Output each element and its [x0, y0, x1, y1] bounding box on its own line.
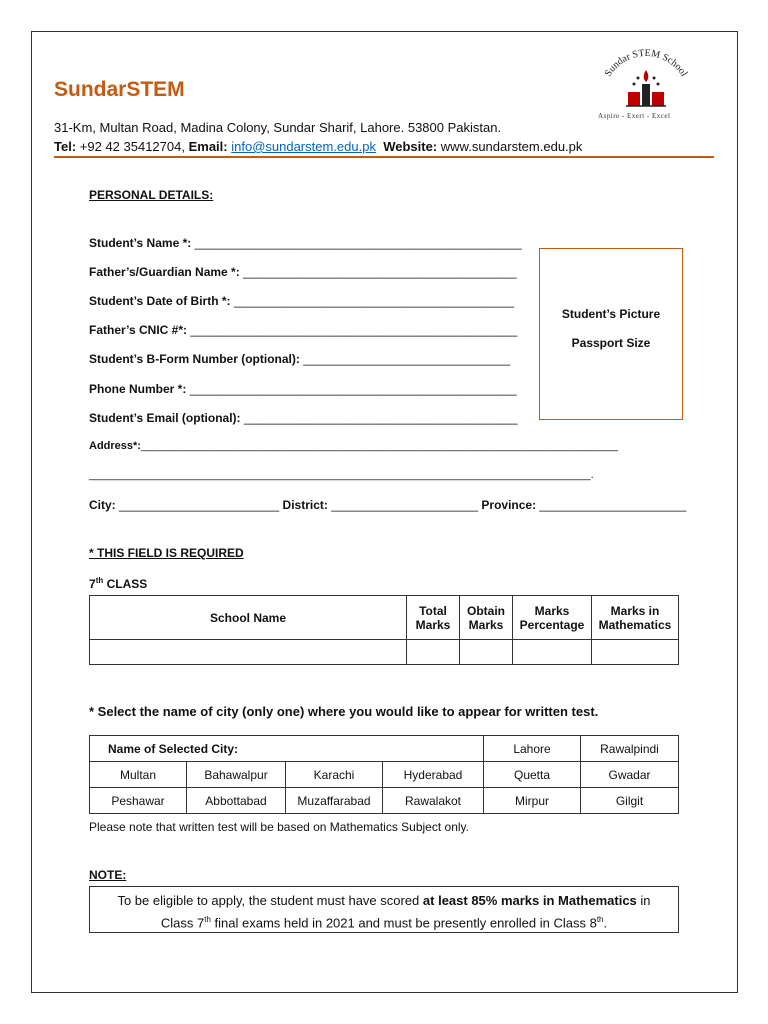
city-option[interactable]: Rawalakot [383, 788, 484, 814]
city-option[interactable]: Gwadar [581, 762, 679, 788]
photo-box-title: Student’s Picture [561, 307, 661, 321]
website-label: Website: [383, 139, 438, 154]
class-label: CLASS [106, 577, 148, 591]
field-line: _________________________________________ [243, 411, 518, 425]
note-text: . [603, 915, 608, 931]
required-note: * THIS FIELD IS REQUIRED [89, 546, 244, 560]
class7-heading [89, 576, 147, 591]
province-line: ______________________ [539, 498, 687, 512]
note-text: Class 7 [160, 915, 205, 931]
col-marks-math: Marks in Mathematics [592, 596, 679, 640]
address-field[interactable] [89, 440, 618, 452]
field-line: __________________________________________________________________________________. [89, 469, 594, 481]
school-address: 31-Km, Multan Road, Madina Colony, Sundar Sharif, Lahore. 53800 Pakistan. [54, 120, 502, 135]
email-field[interactable] [89, 411, 518, 425]
city-line: ________________________ [119, 498, 280, 512]
cnic-field[interactable] [89, 323, 517, 337]
city-option[interactable]: Peshawar [90, 788, 187, 814]
field-line: _______________________________ [303, 352, 511, 366]
field-label: Father’s CNIC #*: [89, 323, 188, 337]
note-text: in [636, 893, 651, 908]
dob-field[interactable] [89, 294, 514, 308]
field-label: Phone Number *: [89, 382, 187, 396]
passport-photo-box[interactable] [539, 248, 683, 420]
class7-marks-table [89, 595, 679, 665]
page-frame [31, 31, 738, 993]
cell-obtain-marks[interactable] [460, 640, 513, 665]
note-text: To be eligible to apply, the student must have scored [117, 893, 423, 908]
field-label: Student’s Date of Birth *: [89, 294, 231, 308]
eligibility-note [89, 886, 679, 933]
city-option[interactable]: Hyderabad [383, 762, 484, 788]
selected-city-label: Name of Selected City: [90, 736, 484, 762]
field-line: _________________________________________________ [194, 236, 522, 250]
class-sup: th [95, 576, 104, 585]
city-option[interactable]: Muzaffarabad [286, 788, 383, 814]
class-number: 7 [89, 577, 96, 591]
field-label: Student’s Email (optional): [89, 411, 241, 425]
test-footnote: Please note that written test will be based on Mathematics Subject only. [89, 820, 469, 834]
field-line: _________________________________________________ [190, 323, 518, 337]
note-heading: NOTE: [89, 868, 127, 882]
city-option[interactable]: Gilgit [581, 788, 679, 814]
field-label: Father’s/Guardian Name *: [89, 265, 240, 279]
city-option[interactable]: Mirpur [484, 788, 581, 814]
city-option[interactable]: Karachi [286, 762, 383, 788]
email-link[interactable]: info@sundarstem.edu.pk [231, 139, 376, 154]
contact-line [54, 139, 582, 154]
city-select-table [89, 735, 679, 814]
city-option[interactable]: Bahawalpur [187, 762, 286, 788]
cell-school-name[interactable] [90, 640, 407, 665]
field-label: Student’s B-Form Number (optional): [89, 352, 300, 366]
field-line: ______________________________________________________________________________ [140, 440, 619, 452]
note-bold: at least 85% marks in Mathematics [422, 893, 637, 908]
svg-text:Sundar STEM School: Sundar STEM School [602, 47, 690, 79]
phone-field[interactable] [89, 382, 517, 396]
photo-box-subtitle: Passport Size [571, 336, 651, 350]
district-line: ______________________ [331, 498, 479, 512]
father-name-field[interactable] [89, 265, 517, 279]
city-select-prompt: * Select the name of city (only one) where you would like to appear for written test. [89, 704, 599, 719]
city-label: City: [89, 498, 116, 512]
col-total-marks: Total Marks [407, 596, 460, 640]
col-obtain-marks: Obtain Marks [460, 596, 513, 640]
tel-value: +92 42 35412704, [79, 139, 185, 154]
note-text: final exams held in 2021 and must be presently enrolled in Class 8 [210, 915, 597, 931]
field-line: _________________________________________ [243, 265, 517, 279]
header-divider [54, 156, 714, 158]
cell-marks-math[interactable] [592, 640, 679, 665]
city-option[interactable]: Rawalpindi [581, 736, 679, 762]
tel-label: Tel: [54, 139, 77, 154]
city-option[interactable]: Abbottabad [187, 788, 286, 814]
bform-field[interactable] [89, 352, 510, 366]
col-marks-percentage: Marks Percentage [513, 596, 592, 640]
field-line: __________________________________________ [233, 294, 515, 308]
logo-motto: Aspire - Exert - Excel [598, 112, 671, 120]
col-school-name: School Name [90, 596, 407, 640]
website-value: www.sundarstem.edu.pk [440, 139, 583, 154]
city-option[interactable]: Multan [90, 762, 187, 788]
city-option[interactable]: Quetta [484, 762, 581, 788]
field-label: Student’s Name *: [89, 236, 192, 250]
email-label: Email: [188, 139, 228, 154]
city-district-province-row[interactable] [89, 498, 686, 512]
student-name-field[interactable] [89, 236, 522, 250]
cell-total-marks[interactable] [407, 640, 460, 665]
personal-details-heading: PERSONAL DETAILS: [89, 188, 214, 202]
district-label: District: [282, 498, 328, 512]
cell-marks-percentage[interactable] [513, 640, 592, 665]
note-sup: th [596, 915, 604, 924]
city-option[interactable]: Lahore [484, 736, 581, 762]
note-sup: th [204, 915, 211, 924]
brand-name: SundarSTEM [54, 78, 185, 101]
field-label: Address*: [89, 440, 141, 452]
field-line: _________________________________________________ [189, 382, 517, 396]
province-label: Province: [481, 498, 537, 512]
address-field-line2[interactable] [89, 469, 594, 481]
